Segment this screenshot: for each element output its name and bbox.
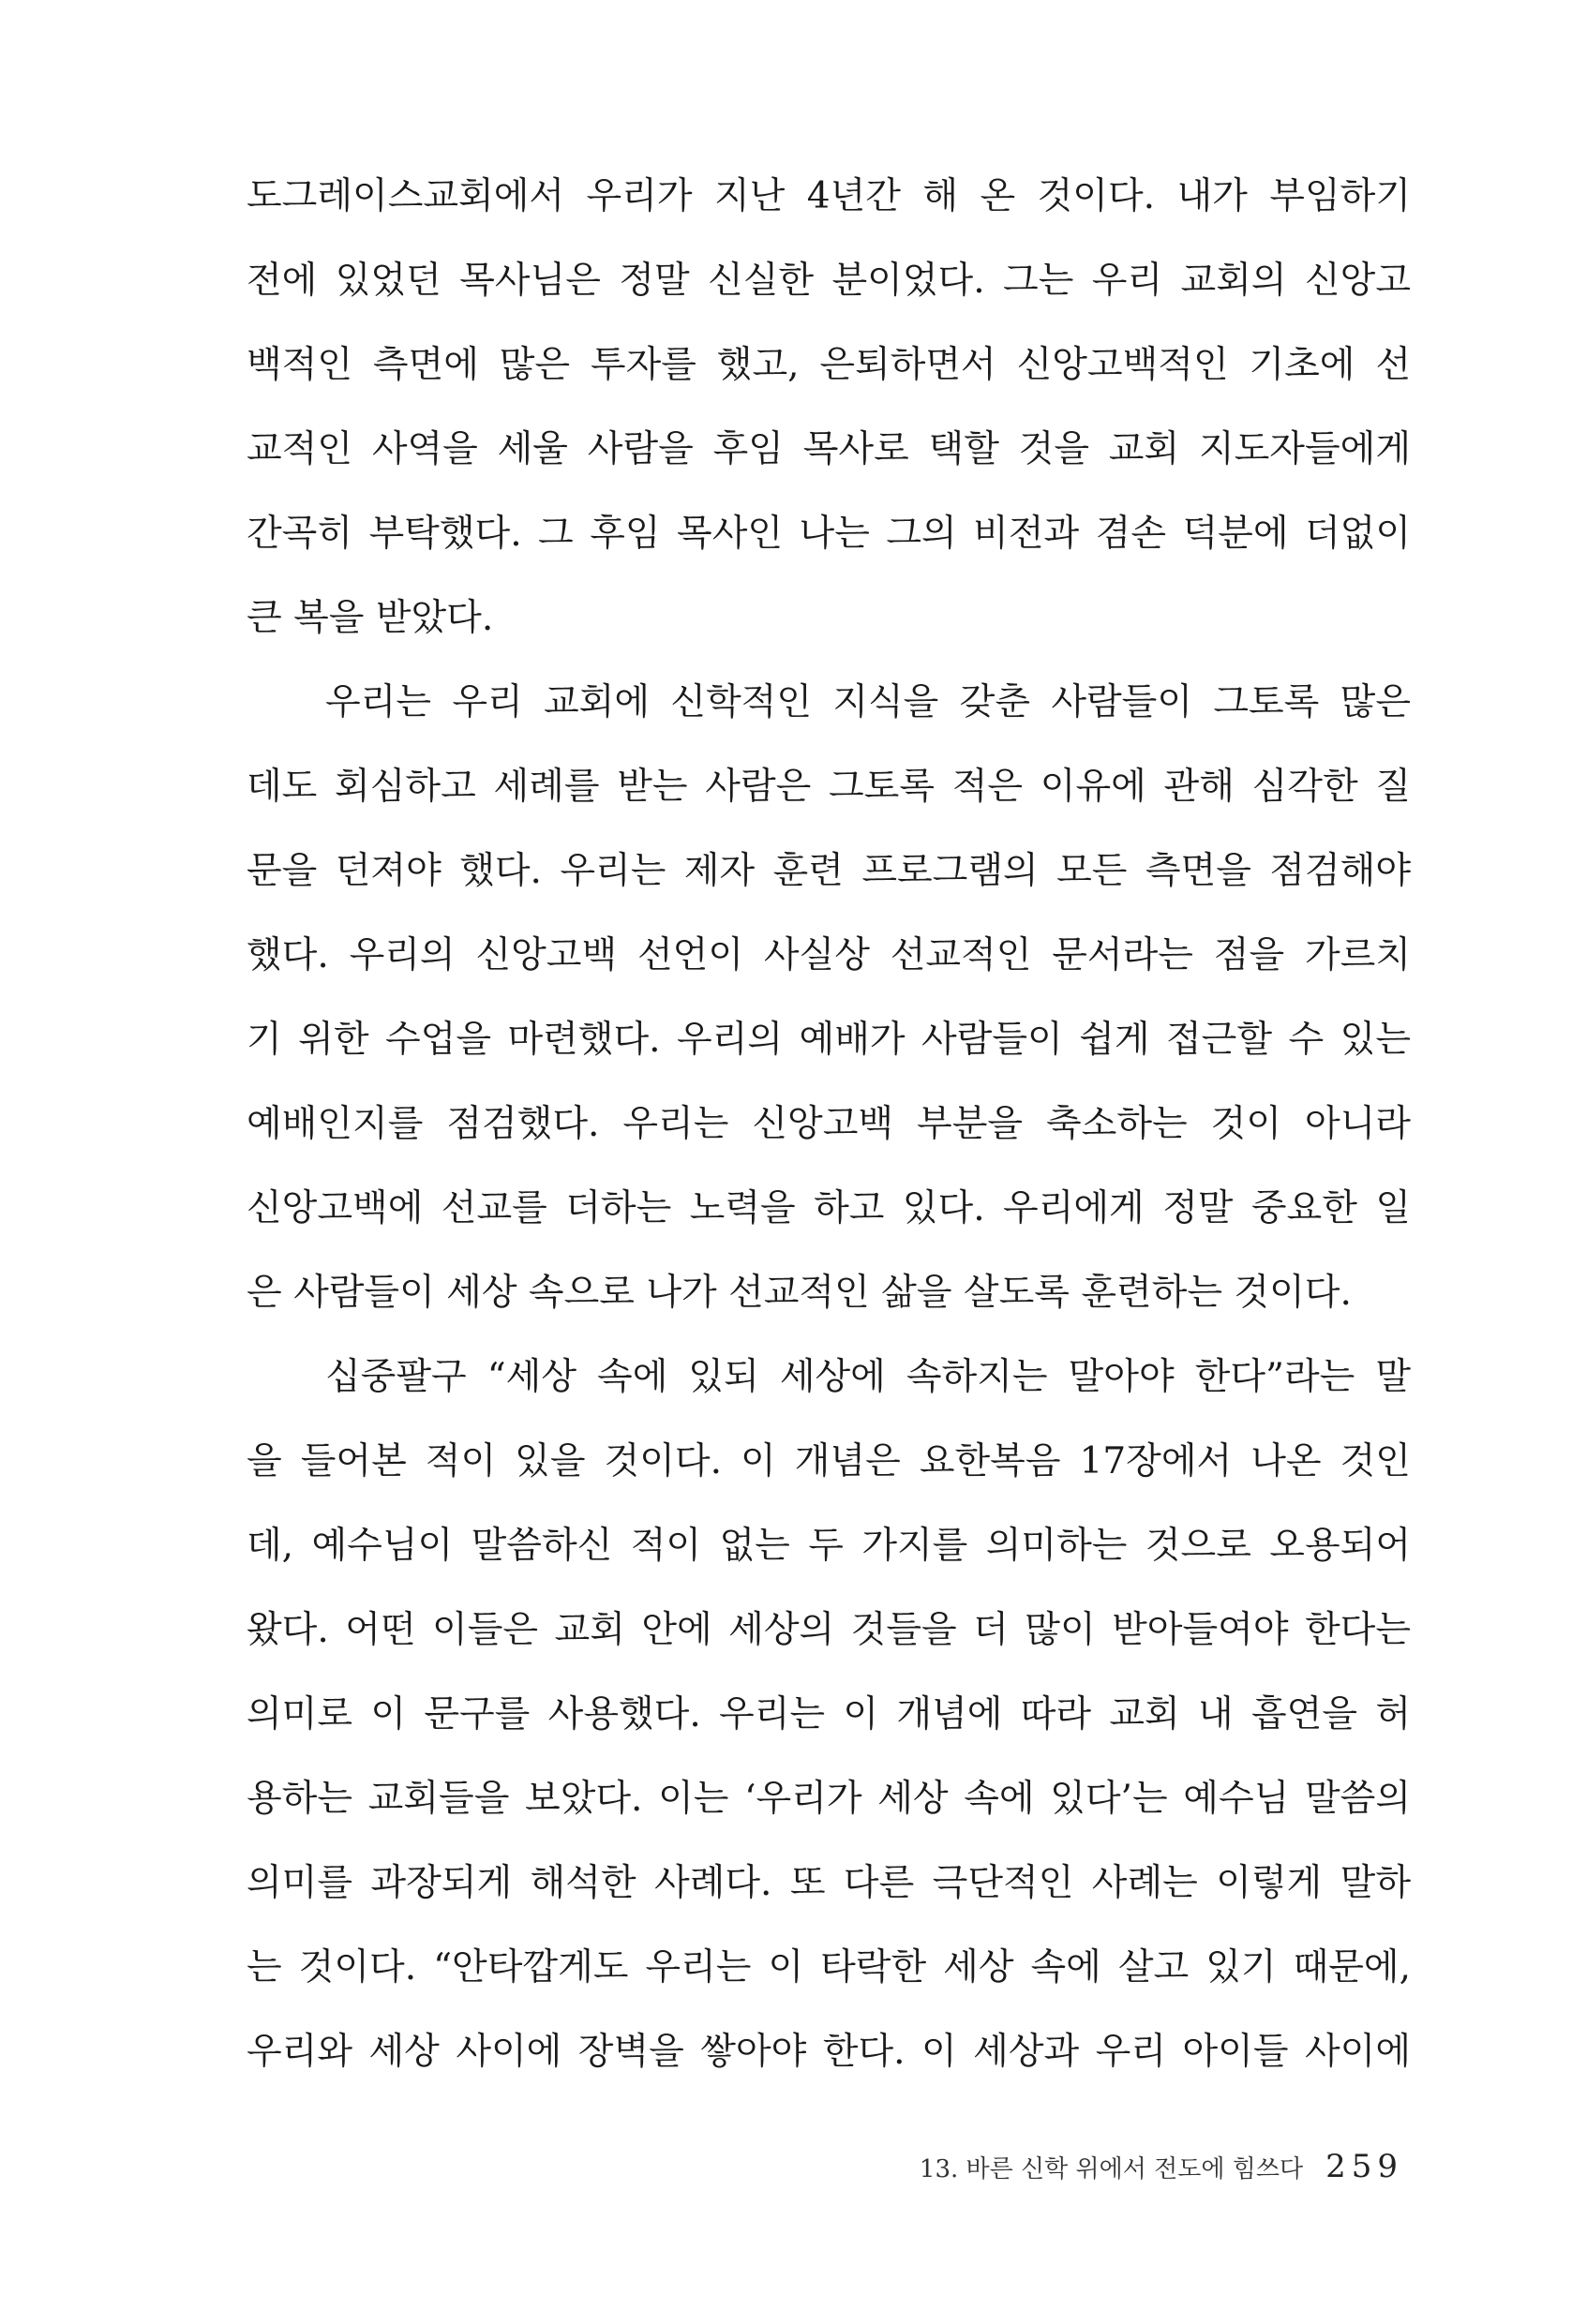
page-footer (920, 2138, 1403, 2195)
text-line: 전에 있었던 목사님은 정말 신실한 분이었다. 그는 우리 교회의 신앙고 (247, 260, 1411, 302)
text-line: 는 것이다. “안타깝게도 우리는 이 타락한 세상 속에 살고 있기 때문에, (247, 1946, 1411, 1989)
text-line: 백적인 측면에 많은 투자를 했고, 은퇴하면서 신앙고백적인 기초에 선 (247, 344, 1411, 386)
text-line: 기 위한 수업을 마련했다. 우리의 예배가 사람들이 쉽게 접근할 수 있는 (247, 1019, 1411, 1061)
text-line: 을 들어본 적이 있을 것이다. 이 개념은 요한복음 17장에서 나온 것인 (247, 1440, 1411, 1482)
text-line: 간곡히 부탁했다. 그 후임 목사인 나는 그의 비전과 겸손 덕분에 더없이 (247, 513, 1411, 555)
text-line: 예배인지를 점검했다. 우리는 신앙고백 부분을 축소하는 것이 아니라 (247, 1103, 1411, 1145)
text-line: 데도 회심하고 세례를 받는 사람은 그토록 적은 이유에 관해 심각한 질 (247, 766, 1411, 808)
text-line: 용하는 교회들을 보았다. 이는 ‘우리가 세상 속에 있다’는 예수님 말씀의 (247, 1778, 1411, 1820)
text-line: 데, 예수님이 말씀하신 적이 없는 두 가지를 의미하는 것으로 오용되어 (247, 1525, 1411, 1567)
text-line: 왔다. 어떤 이들은 교회 안에 세상의 것들을 더 많이 받아들여야 한다는 (247, 1609, 1411, 1651)
text-line: 교적인 사역을 세울 사람을 후임 목사로 택할 것을 교회 지도자들에게 (247, 428, 1411, 470)
text-line: 도그레이스교회에서 우리가 지난 4년간 해 온 것이다. 내가 부임하기 (247, 175, 1411, 217)
text-line: 은 사람들이 세상 속으로 나가 선교적인 삶을 살도록 훈련하는 것이다. (247, 1272, 1352, 1314)
text-line: 우리와 세상 사이에 장벽을 쌓아야 한다. 이 세상과 우리 아이들 사이에 (247, 2031, 1411, 2073)
text-line: 큰 복을 받았다. (247, 597, 494, 639)
text-line: 의미를 과장되게 해석한 사례다. 또 다른 극단적인 사례는 이렇게 말하 (247, 1862, 1411, 1904)
text-line: 십중팔구 “세상 속에 있되 세상에 속하지는 말아야 한다”라는 말 (325, 1356, 1411, 1398)
text-line: 했다. 우리의 신앙고백 선언이 사실상 선교적인 문서라는 점을 가르치 (247, 934, 1411, 976)
text-line: 신앙고백에 선교를 더하는 노력을 하고 있다. 우리에게 정말 중요한 일 (247, 1187, 1411, 1229)
page-number: 259 (1325, 2148, 1403, 2185)
body-text (247, 155, 1411, 2094)
text-line: 문을 던져야 했다. 우리는 제자 훈련 프로그램의 모든 측면을 점검해야 (247, 850, 1411, 892)
running-head: 13. 바른 신학 위에서 전도에 힘쓰다 (919, 2155, 1304, 2183)
text-line: 의미로 이 문구를 사용했다. 우리는 이 개념에 따라 교회 내 흡연을 허 (247, 1693, 1411, 1736)
text-line: 우리는 우리 교회에 신학적인 지식을 갖춘 사람들이 그토록 많은 (325, 681, 1411, 723)
